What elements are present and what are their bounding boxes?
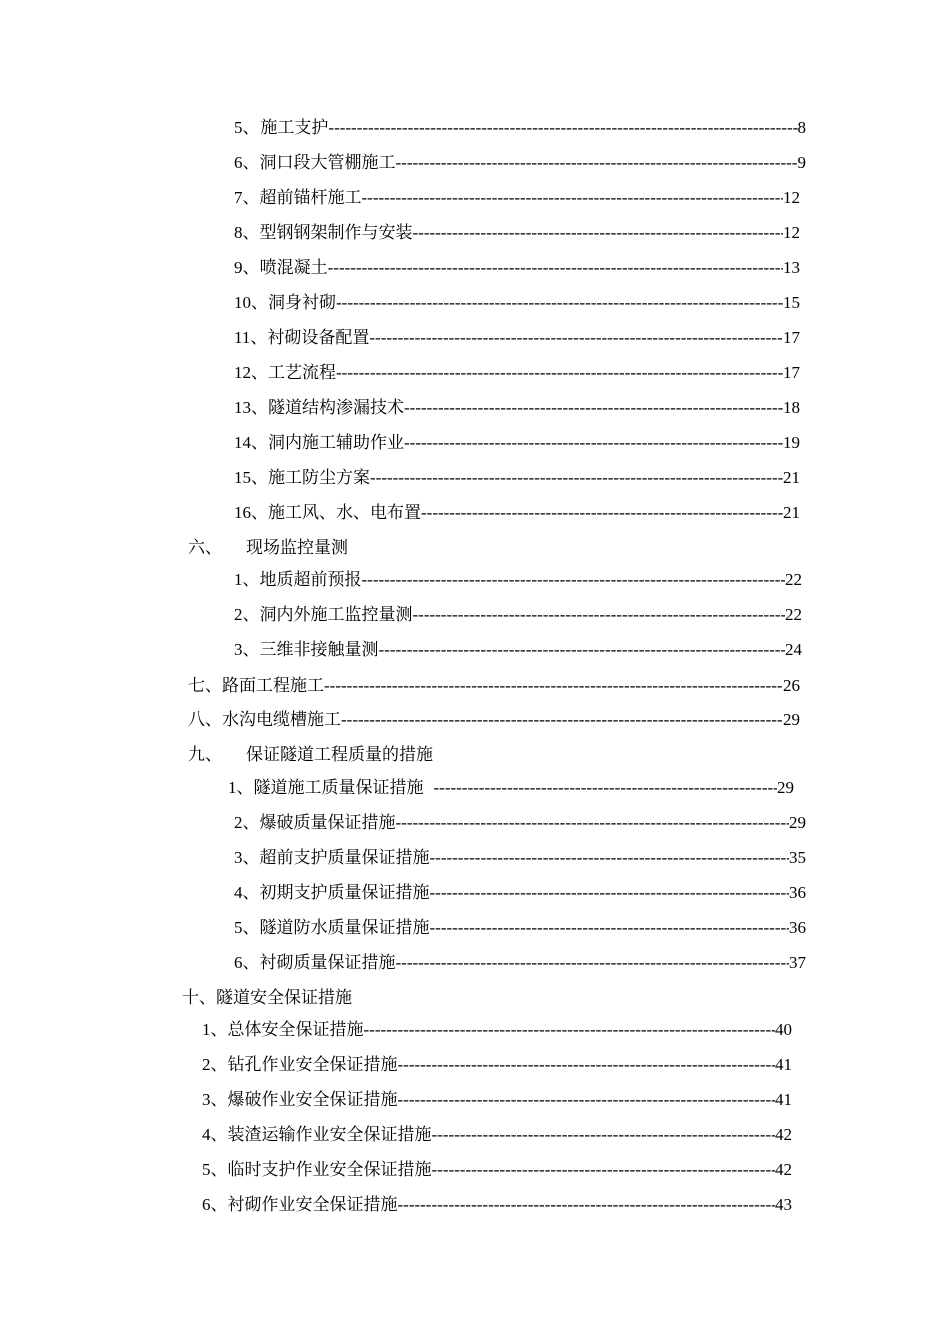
toc-entry-number: 6、 [234, 153, 260, 172]
toc-entry-number: 七、 [188, 676, 222, 695]
toc-entry[interactable] [234, 291, 800, 315]
toc-entry-page: 29 [783, 710, 800, 729]
toc-entry-title: 超前支护质量保证措施 [259, 848, 430, 867]
leader-dots [421, 501, 783, 525]
toc-entry-title: 地质超前预报 [259, 570, 362, 589]
leader-dots [324, 674, 783, 698]
leader-dots [432, 1158, 776, 1182]
leader-dots [364, 1018, 776, 1042]
toc-entry-title: 爆破质量保证措施 [259, 813, 396, 832]
toc-entry-title: 施工风、水、电布置 [268, 503, 421, 522]
toc-entry-title: 钻孔作业安全保证措施 [227, 1055, 398, 1074]
leader-dots [396, 151, 798, 175]
toc-entry[interactable] [234, 221, 800, 245]
toc-entry-page: 21 [783, 503, 800, 522]
toc-entry-page: 15 [783, 293, 800, 312]
toc-section-heading[interactable] [188, 743, 433, 767]
toc-entry-page: 9 [797, 153, 806, 172]
toc-entry-number: 10、 [234, 293, 268, 312]
toc-entry-page: 40 [775, 1020, 792, 1039]
toc-entry-page: 36 [789, 883, 806, 902]
toc-entry[interactable] [234, 466, 800, 490]
toc-entry[interactable] [202, 1123, 792, 1147]
toc-entry-title: 隧道防水质量保证措施 [259, 918, 430, 937]
leader-dots [362, 186, 784, 210]
toc-entry[interactable] [234, 361, 800, 385]
toc-entry[interactable] [234, 256, 800, 280]
toc-entry-title: 隧道施工质量保证措施 [253, 778, 424, 797]
toc-entry[interactable] [234, 846, 806, 870]
toc-entry-title: 隧道安全保证措施 [216, 988, 352, 1007]
toc-entry-page: 36 [789, 918, 806, 937]
toc-entry-number: 6、 [202, 1195, 228, 1214]
leader-dots [341, 708, 783, 732]
toc-entry[interactable] [234, 326, 800, 350]
toc-entry[interactable] [234, 568, 802, 592]
toc-entry-page: 42 [775, 1160, 792, 1179]
toc-section-heading[interactable] [182, 986, 352, 1010]
toc-entry-title: 洞内外施工监控量测 [259, 605, 413, 624]
toc-entry-number: 5、 [202, 1160, 228, 1179]
toc-entry[interactable] [234, 881, 806, 905]
toc-entry-page: 37 [789, 953, 806, 972]
toc-entry-title: 超前锚杆施工 [259, 188, 362, 207]
toc-entry-number: 3、 [234, 848, 260, 867]
toc-entry-page: 12 [783, 223, 800, 242]
toc-entry-title: 衬砌设备配置 [267, 328, 370, 347]
toc-entry-number: 13、 [234, 398, 268, 417]
toc-entry-number: 5、 [234, 918, 260, 937]
toc-entry-number: 2、 [202, 1055, 228, 1074]
leader-dots [379, 638, 786, 662]
toc-entry-page: 29 [789, 813, 806, 832]
toc-entry-number: 3、 [234, 640, 260, 659]
leader-dots [328, 256, 783, 280]
toc-entry-title: 洞内施工辅助作业 [268, 433, 404, 452]
leader-dots [362, 568, 786, 592]
toc-entry-page: 22 [785, 570, 802, 589]
toc-entry-page: 13 [783, 258, 800, 277]
toc-entry-title: 临时支护作业安全保证措施 [227, 1160, 432, 1179]
leader-dots [434, 776, 778, 800]
toc-entry-title: 装渣运输作业安全保证措施 [227, 1125, 432, 1144]
toc-entry-title: 施工支护 [260, 118, 329, 137]
toc-entry[interactable] [234, 603, 802, 627]
toc-entry-title: 施工防尘方案 [268, 468, 370, 487]
toc-entry-page: 29 [777, 778, 794, 797]
toc-entry-title: 水沟电缆槽施工 [222, 710, 341, 729]
toc-section-heading[interactable] [188, 674, 800, 698]
toc-section-heading[interactable] [188, 536, 348, 560]
toc-entry[interactable] [234, 638, 802, 662]
toc-entry-number: 15、 [234, 468, 268, 487]
leader-dots [413, 603, 786, 627]
toc-entry[interactable] [202, 1053, 792, 1077]
toc-entry-page: 8 [797, 118, 806, 137]
toc-entry-number: 2、 [234, 813, 260, 832]
leader-dots [398, 1088, 776, 1112]
toc-entry-title: 三维非接触量测 [259, 640, 379, 659]
toc-entry-title: 工艺流程 [268, 363, 336, 382]
leader-dots [369, 326, 783, 350]
toc-entry[interactable] [234, 116, 806, 140]
toc-entry[interactable] [234, 501, 800, 525]
toc-entry-page: 41 [775, 1055, 792, 1074]
toc-entry-title: 保证隧道工程质量的措施 [246, 745, 433, 764]
toc-entry-number: 八、 [188, 710, 222, 729]
toc-entry-title: 喷混凝土 [259, 258, 328, 277]
toc-entry[interactable] [202, 1018, 792, 1042]
toc-entry-page: 17 [783, 328, 800, 347]
leader-dots [336, 291, 783, 315]
leader-dots [396, 811, 790, 835]
toc-entry[interactable] [228, 776, 794, 800]
toc-entry-number: 1、 [228, 778, 254, 797]
toc-entry-number: 3、 [202, 1090, 228, 1109]
leader-dots [404, 396, 783, 420]
toc-entry-number: 6、 [234, 953, 260, 972]
toc-entry-title: 型钢钢架制作与安装 [259, 223, 413, 242]
toc-entry-page: 22 [785, 605, 802, 624]
leader-dots [432, 1123, 776, 1147]
toc-entry[interactable] [234, 151, 806, 175]
toc-entry-page: 21 [783, 468, 800, 487]
leader-dots [413, 221, 784, 245]
leader-dots [398, 1053, 776, 1077]
toc-entry-page: 26 [783, 676, 800, 695]
toc-entry-number: 5、 [234, 118, 260, 137]
toc-entry[interactable] [234, 916, 806, 940]
toc-entry-title: 初期支护质量保证措施 [259, 883, 430, 902]
toc-entry-number: 11、 [234, 328, 268, 347]
toc-entry-page: 42 [775, 1125, 792, 1144]
toc-entry-number: 六、 [188, 538, 222, 557]
toc-entry[interactable] [234, 951, 806, 975]
toc-entry-title: 洞身衬砌 [268, 293, 336, 312]
leader-dots [404, 431, 783, 455]
toc-entry[interactable] [234, 811, 806, 835]
leader-dots [398, 1193, 776, 1217]
leader-dots [396, 951, 790, 975]
toc-entry-number: 8、 [234, 223, 260, 242]
toc-entry-title: 总体安全保证措施 [227, 1020, 364, 1039]
toc-entry-page: 17 [783, 363, 800, 382]
toc-entry-title: 衬砌质量保证措施 [259, 953, 396, 972]
toc-entry-title: 现场监控量测 [246, 538, 348, 557]
toc-entry-page: 43 [775, 1195, 792, 1214]
toc-entry-page: 41 [775, 1090, 792, 1109]
toc-entry[interactable] [202, 1193, 792, 1217]
toc-entry-number: 9、 [234, 258, 260, 277]
toc-entry-number: 2、 [234, 605, 260, 624]
toc-entry-number: 4、 [234, 883, 260, 902]
toc-entry-number: 1、 [202, 1020, 228, 1039]
toc-entry-number: 7、 [234, 188, 260, 207]
toc-entry-number: 14、 [234, 433, 268, 452]
toc-entry-number: 1、 [234, 570, 260, 589]
toc-entry-page: 24 [785, 640, 802, 659]
toc-entry-number: 十、 [182, 988, 216, 1007]
toc-entry-title: 隧道结构渗漏技术 [268, 398, 404, 417]
toc-entry-page: 19 [783, 433, 800, 452]
leader-dots [336, 361, 783, 385]
toc-entry[interactable] [202, 1088, 792, 1112]
toc-entry-page: 35 [789, 848, 806, 867]
toc-entry-page: 12 [783, 188, 800, 207]
toc-entry-number: 4、 [202, 1125, 228, 1144]
leader-dots [370, 466, 783, 490]
leader-dots [430, 916, 790, 940]
toc-entry-number: 九、 [188, 745, 222, 764]
toc-entry[interactable] [234, 431, 800, 455]
toc-entry-number: 12、 [234, 363, 268, 382]
toc-entry[interactable] [202, 1158, 792, 1182]
leader-dots [328, 116, 797, 140]
toc-entry[interactable] [234, 396, 800, 420]
toc-entry[interactable] [234, 186, 800, 210]
toc-section-heading[interactable] [188, 708, 800, 732]
leader-dots [430, 846, 790, 870]
toc-entry-page: 18 [783, 398, 800, 417]
toc-entry-number: 16、 [234, 503, 268, 522]
toc-entry-title: 路面工程施工 [222, 676, 324, 695]
leader-dots [430, 881, 790, 905]
toc-entry-title: 爆破作业安全保证措施 [227, 1090, 398, 1109]
toc-entry-title: 洞口段大管棚施工 [259, 153, 396, 172]
toc-entry-title: 衬砌作业安全保证措施 [227, 1195, 398, 1214]
